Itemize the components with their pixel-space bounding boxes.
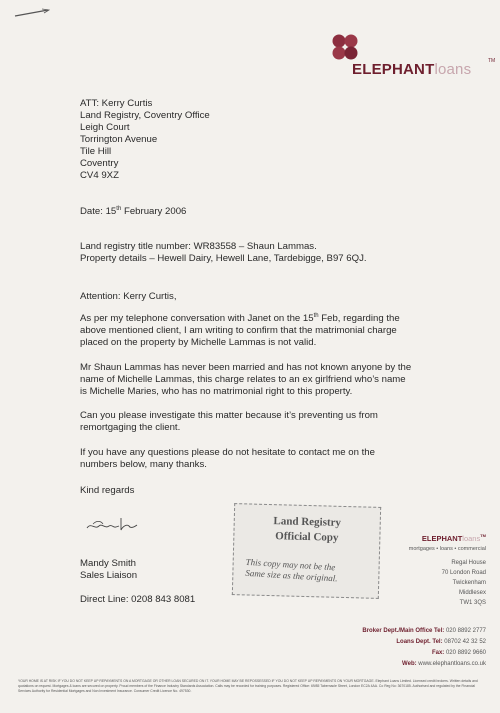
direct-line: Direct Line: 0208 843 8081 <box>80 594 196 605</box>
company-address-line: Regal House <box>451 560 486 566</box>
address-line: CV4 9XZ <box>80 170 119 181</box>
elephant-loans-logo <box>324 28 494 83</box>
logo-brand: ELEPHANT <box>352 61 435 78</box>
body-paragraph-3: Can you please investigate this matter because it’s preventing us from remortgaging the client. <box>80 410 378 433</box>
attention-line: Attention: Kerry Curtis, <box>80 291 177 302</box>
company-address-line: 70 London Road <box>441 570 486 576</box>
stamp-note: This copy may not be the <box>245 556 336 573</box>
property-details: Property details – Hewell Dairy, Hewell Lane, Tardebigge, B97 6QJ. <box>80 253 367 264</box>
logo-trademark: TM <box>488 58 496 64</box>
logo-petals-icon <box>330 32 360 62</box>
signer-title: Sales Liaison <box>80 570 138 581</box>
stamp-note: Same size as the original. <box>245 567 338 584</box>
address-line: Leigh Court <box>80 122 130 133</box>
land-registry-stamp <box>232 503 381 599</box>
body-paragraph-1: As per my telephone conversation with Janet on the 15th Feb, regarding the above mentioned client, I am writing to confirm that the matrimonial charge placed on the property by Michelle Lammas is not valid. <box>80 313 400 348</box>
company-brand: ELEPHANTloans™ <box>421 533 486 543</box>
regulatory-footer: YOUR HOME IS AT RISK IF YOU DO NOT KEEP UP REPAYMENTS ON A MORTGAGE OR OTHER LOAN SECURED ON IT. YOUR HOME MAY BE REPOSSESSED IF YOU DO NOT KEEP UP REPAYMENTS ON YOUR MORTGAGE. Elephant Loans Limited. Licensed credit brokers. Written details and quotations on request. Mortgages & loans are secured on property. Proud members of the Finance Industry Standards Association. Calls may be recorded for training purposes. Registered Office: 69/85 Tabernacle Street, London EC2A 4AA. Co Reg No: 3670185. Authorised and regulated by the Financial Services Authority for Residential Mortgages and Non Investment Insurance. Consumer Credit Licence No. 497530. <box>18 679 478 693</box>
signer-name: Mandy Smith <box>80 558 136 569</box>
title-number: Land registry title number: WR83558 – Shaun Lammas. <box>80 241 317 252</box>
title-reference <box>80 241 367 265</box>
letter-date: Date: 15th February 2006 <box>80 206 187 217</box>
stamp-line: Land Registry <box>273 515 342 529</box>
contact-row: Loans Dept. Tel: 08702 42 32 52 <box>396 639 486 645</box>
company-address-line: Middlesex <box>458 590 486 596</box>
company-contacts <box>362 626 486 670</box>
body-paragraph-4: If you have any questions please do not hesitate to contact me on the numbers below, many thanks. <box>80 447 375 470</box>
handwritten-signature <box>85 514 141 534</box>
company-address-block <box>409 531 486 608</box>
company-tagline: mortgages • loans • commercial <box>408 546 486 552</box>
address-line: Coventry <box>80 158 119 169</box>
company-address-line: TW1 3QS <box>459 600 486 606</box>
address-line: Torrington Avenue <box>80 134 158 145</box>
recipient-address <box>80 98 210 182</box>
address-line: ATT: Kerry Curtis <box>80 98 153 109</box>
contact-row: Broker Dept./Main Office Tel: 020 8892 2777 <box>362 628 486 634</box>
address-line: Tile Hill <box>80 146 112 157</box>
body-paragraph-2: Mr Shaun Lammas has never been married and has not known anyone by the name of Michelle Lammas, this charge relates to an ex girlfriend who’s name is Michelle Maries, who has no matrimonial right to this property. <box>80 362 412 397</box>
logo-wordmark <box>352 61 471 78</box>
contact-row: Fax: 020 8892 9660 <box>431 650 486 656</box>
contact-row: Web: www.elephantloans.co.uk <box>402 661 486 667</box>
stamp-line: Official Copy <box>275 530 339 544</box>
logo-suffix: loans <box>434 61 472 78</box>
address-line: Land Registry, Coventry Office <box>80 110 210 121</box>
closing: Kind regards <box>80 485 135 496</box>
signer-block <box>80 558 137 582</box>
company-address-line: Twickenham <box>452 580 486 586</box>
pen-mark <box>14 8 50 18</box>
